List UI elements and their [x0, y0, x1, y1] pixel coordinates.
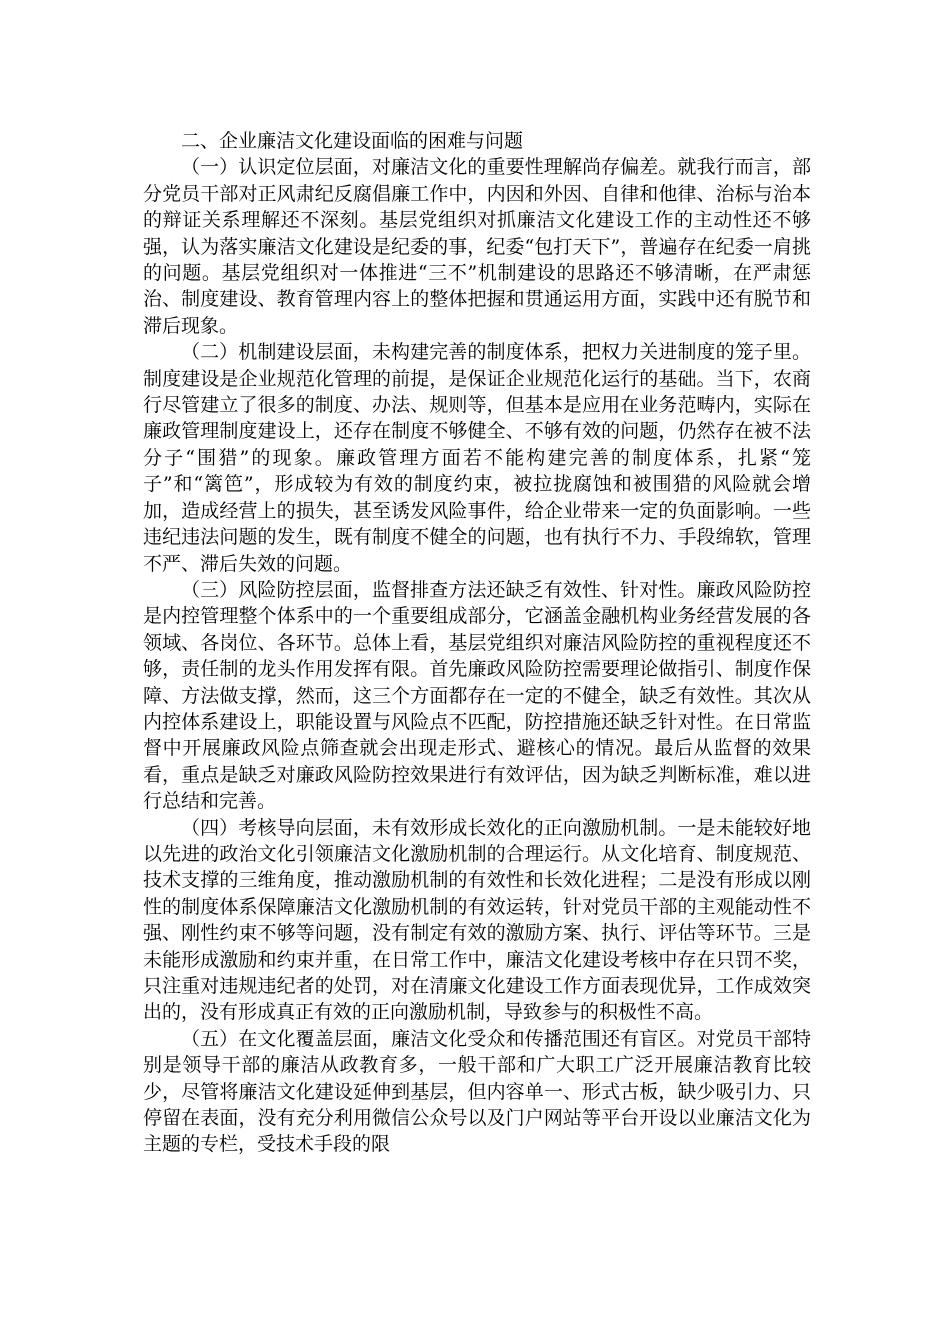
section-heading: 二、企业廉洁文化建设面临的困难与问题	[181, 130, 524, 152]
paragraph-cognition: （一）认识定位层面，对廉洁文化的重要性理解尚存偏差。就我行而言，部分党员干部对正风肃纪反腐倡廉工作中，内因和外因、自律和他律、治标与治本的辩证关系理解还不深刻。基层党组织对抓廉洁文化建设工作的主动性还不够强，认为落实廉洁文化建设是纪委的事，纪委“包打天下”，普遍存在纪委一肩挑的问题。基层党组织对一体推进“三不”机制建设的思路还不够清晰，在严肃惩治、制度建设、教育管理内容上的整体把握和贯通运用方面，实践中还有脱节和滞后现象。	[143, 156, 811, 337]
paragraph-mechanism: （二）机制建设层面，未构建完善的制度体系，把权力关进制度的笼子里。制度建设是企业规范化管理的前提，是保证企业规范化运行的基础。当下，农商行尽管建立了很多的制度、办法、规则等，但基本是应用在业务范畴内，实际在廉政管理制度建设上，还存在制度不够健全、不够有效的问题，仍然存在被不法分子“围猎”的现象。廉政管理方面若不能构建完善的制度体系，扎紧“笼子”和“篱笆”，形成较为有效的制度约束，被拉拢腐蚀和被围猎的风险就会增加，造成经营上的损失，甚至诱发风险事件，给企业带来一定的负面影响。一些违纪违法问题的发生，既有制度不健全的问题，也有执行不力、手段绵软，管理不严、滞后失效的问题。	[143, 341, 811, 575]
paragraph-culture-coverage: （五）在文化覆盖层面，廉洁文化受众和传播范围还有盲区。对党员干部特别是领导干部的廉洁从政教育多，一般干部和广大职工广泛开展廉洁教育比较少，尽管将廉洁文化建设延伸到基层，但内容单一、形式古板，缺少吸引力、只停留在表面，没有充分利用微信公众号以及门户网站等平台开设以业廉洁文化为主题的专栏，受技术手段的限	[143, 1027, 811, 1156]
paragraph-risk-control: （三）风险防控层面，监督排查方法还缺乏有效性、针对性。廉政风险防控是内控管理整个体系中的一个重要组成部分，它涵盖金融机构业务经营发展的各领域、各岗位、各环节。总体上看，基层党组织对廉洁风险防控的重视程度还不够，责任制的龙头作用发挥有限。首先廉政风险防控需要理论做指引、制度作保障、方法做支撑，然而，这三个方面都存在一定的不健全，缺乏有效性。其次从内控体系建设上，职能设置与风险点不匹配，防控措施还缺乏针对性。在日常监督中开展廉政风险点筛查就会出现走形式、避核心的情况。最后从监督的效果看，重点是缺乏对廉政风险防控效果进行有效评估，因为缺乏判断标准，难以进行总结和完善。	[143, 578, 811, 813]
document-page	[143, 128, 811, 1158]
paragraph-assessment: （四）考核导向层面，未有效形成长效化的正向激励机制。一是未能较好地以先进的政治文化引领廉洁文化激励机制的合理运行。从文化培育、制度规范、技术支撑的三维角度，推动激励机制的有效性和长效化进程；二是没有形成以刚性的制度体系保障廉洁文化激励机制的有效运转，针对党员干部的主观能动性不强、刚性约束不够等问题，没有制定有效的激励方案、执行、评估等环节。三是未能形成激励和约束并重，在日常工作中，廉洁文化建设考核中存在只罚不奖，只注重对违规违纪者的处罚，对在清廉文化建设工作方面表现优异，工作成效突出的，没有形成真正有效的正向激励机制，导致参与的积极性不高。	[143, 816, 811, 1024]
